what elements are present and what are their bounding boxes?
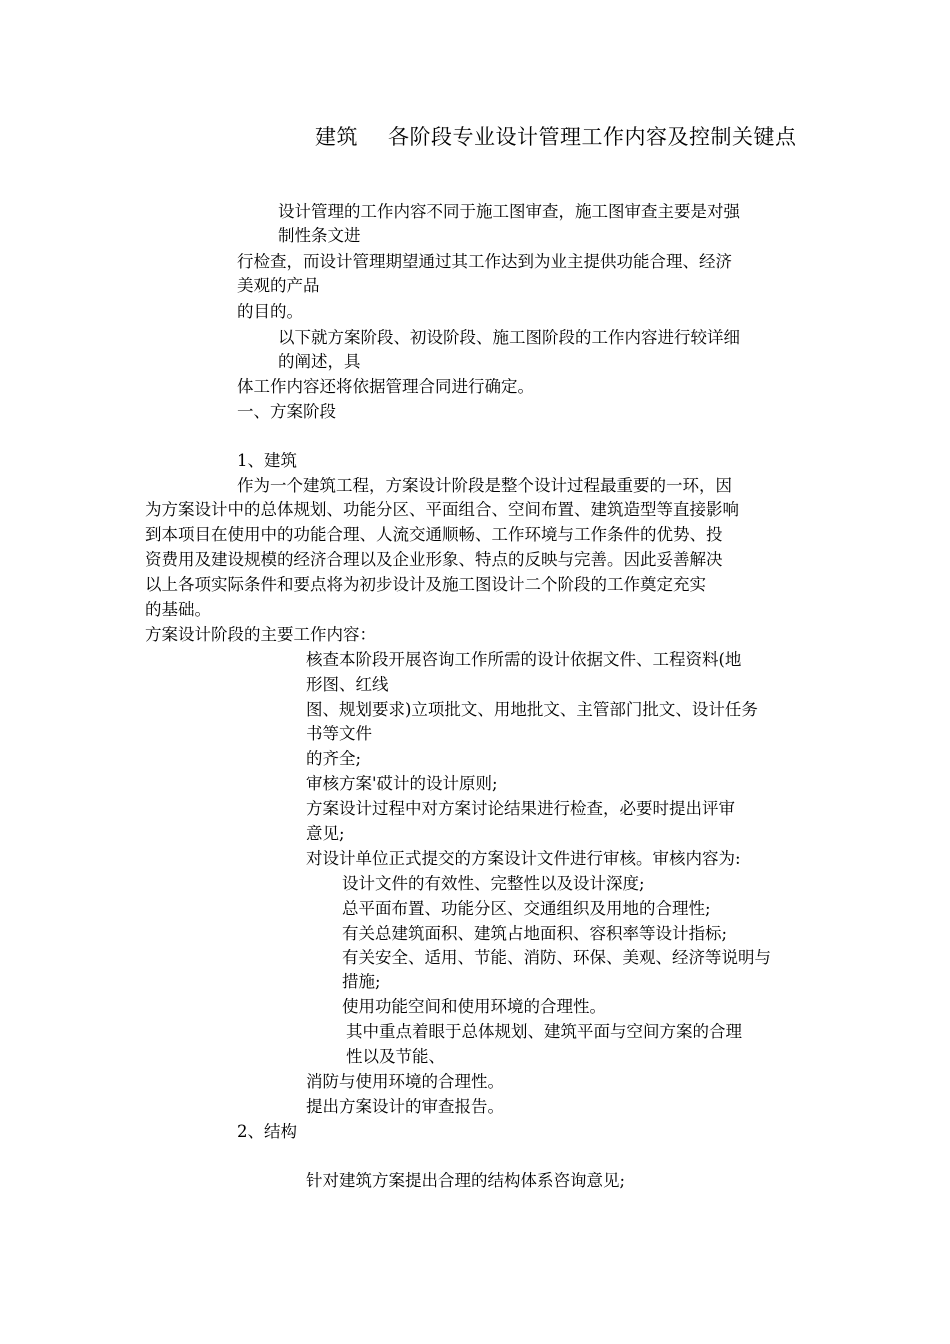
sub-item-line: 使用功能空间和使用环境的合理性。 bbox=[342, 997, 606, 1016]
body-line: 以上各项实际条件和要点将为初步设计及施工图设计二个阶段的工作奠定充实 bbox=[145, 575, 706, 594]
title-part-1: 建筑 bbox=[315, 125, 358, 149]
list-item-line: 提出方案设计的审查报告。 bbox=[306, 1097, 504, 1116]
list-item-line: 对设计单位正式提交的方案设计文件进行审核。审核内容为: bbox=[306, 849, 741, 868]
list-item-line: 意见; bbox=[306, 824, 345, 843]
intro-line: 美观的产品 bbox=[237, 276, 320, 295]
intro-line: 行检查，而设计管理期望通过其工作达到为业主提供功能合理、经济 bbox=[237, 252, 732, 271]
section-heading: 一、方案阶段 bbox=[237, 402, 336, 421]
intro-line: 设计管理的工作内容不同于施工图审查，施工图审查主要是对强 bbox=[278, 202, 740, 221]
list-item-line: 针对建筑方案提出合理的结构体系咨询意见; bbox=[306, 1171, 626, 1190]
sub-item-line: 总平面布置、功能分区、交通组织及用地的合理性; bbox=[342, 899, 711, 918]
list-item-line: 图、规划要求)立项批文、用地批文、主管部门批文、设计任务 bbox=[306, 700, 758, 719]
intro-line: 的目的。 bbox=[237, 302, 303, 321]
body-line: 的基础。 bbox=[145, 600, 211, 619]
sub-item-line: 其中重点着眼于总体规划、建筑平面与空间方案的合理 bbox=[346, 1022, 742, 1041]
document-title bbox=[315, 122, 797, 152]
intro-line: 以下就方案阶段、初设阶段、施工图阶段的工作内容进行较详细 bbox=[278, 328, 740, 347]
body-line: 为方案设计中的总体规划、功能分区、平面组合、空间布置、建筑造型等直接影响 bbox=[145, 500, 739, 519]
list-item-line: 方案设计过程中对方案讨论结果进行检查，必要时提出评审 bbox=[306, 799, 735, 818]
main-work-heading: 方案设计阶段的主要工作内容： bbox=[145, 625, 376, 644]
sub-item-line: 有关总建筑面积、建筑占地面积、容积率等设计指标; bbox=[342, 924, 728, 943]
sub-item-line: 有关安全、适用、节能、消防、环保、美观、经济等说明与 bbox=[342, 948, 771, 967]
body-line: 到本项目在使用中的功能合理、人流交通顺畅、工作环境与工作条件的优势、投 bbox=[145, 525, 723, 544]
list-item-line: 消防与使用环境的合理性。 bbox=[306, 1072, 504, 1091]
list-item-line: 核查本阶段开展咨询工作所需的设计依据文件、工程资料(地 bbox=[306, 650, 742, 669]
subsection-heading: 2、结构 bbox=[237, 1122, 297, 1141]
list-item-line: 的齐全; bbox=[306, 749, 362, 768]
sub-item-line: 性以及节能、 bbox=[346, 1047, 445, 1066]
sub-item-line: 措施; bbox=[342, 972, 381, 991]
intro-line: 的阐述，具 bbox=[278, 352, 361, 371]
body-line: 资费用及建设规模的经济合理以及企业形象、特点的反映与完善。因此妥善解决 bbox=[145, 550, 723, 569]
list-item-line: 书等文件 bbox=[306, 724, 372, 743]
intro-line: 制性条文进 bbox=[278, 226, 361, 245]
intro-line: 体工作内容还将依据管理合同进行确定。 bbox=[237, 377, 534, 396]
subsection-heading: 1、建筑 bbox=[237, 451, 297, 470]
title-part-2: 各阶段专业设计管理工作内容及控制关键点 bbox=[388, 125, 797, 149]
body-line: 作为一个建筑工程，方案设计阶段是整个设计过程最重要的一环，因 bbox=[237, 476, 732, 495]
list-item-line: 审核方案'砹计的设计原则; bbox=[306, 774, 498, 793]
sub-item-line: 设计文件的有效性、完整性以及设计深度; bbox=[342, 874, 645, 893]
list-item-line: 形图、红线 bbox=[306, 675, 389, 694]
